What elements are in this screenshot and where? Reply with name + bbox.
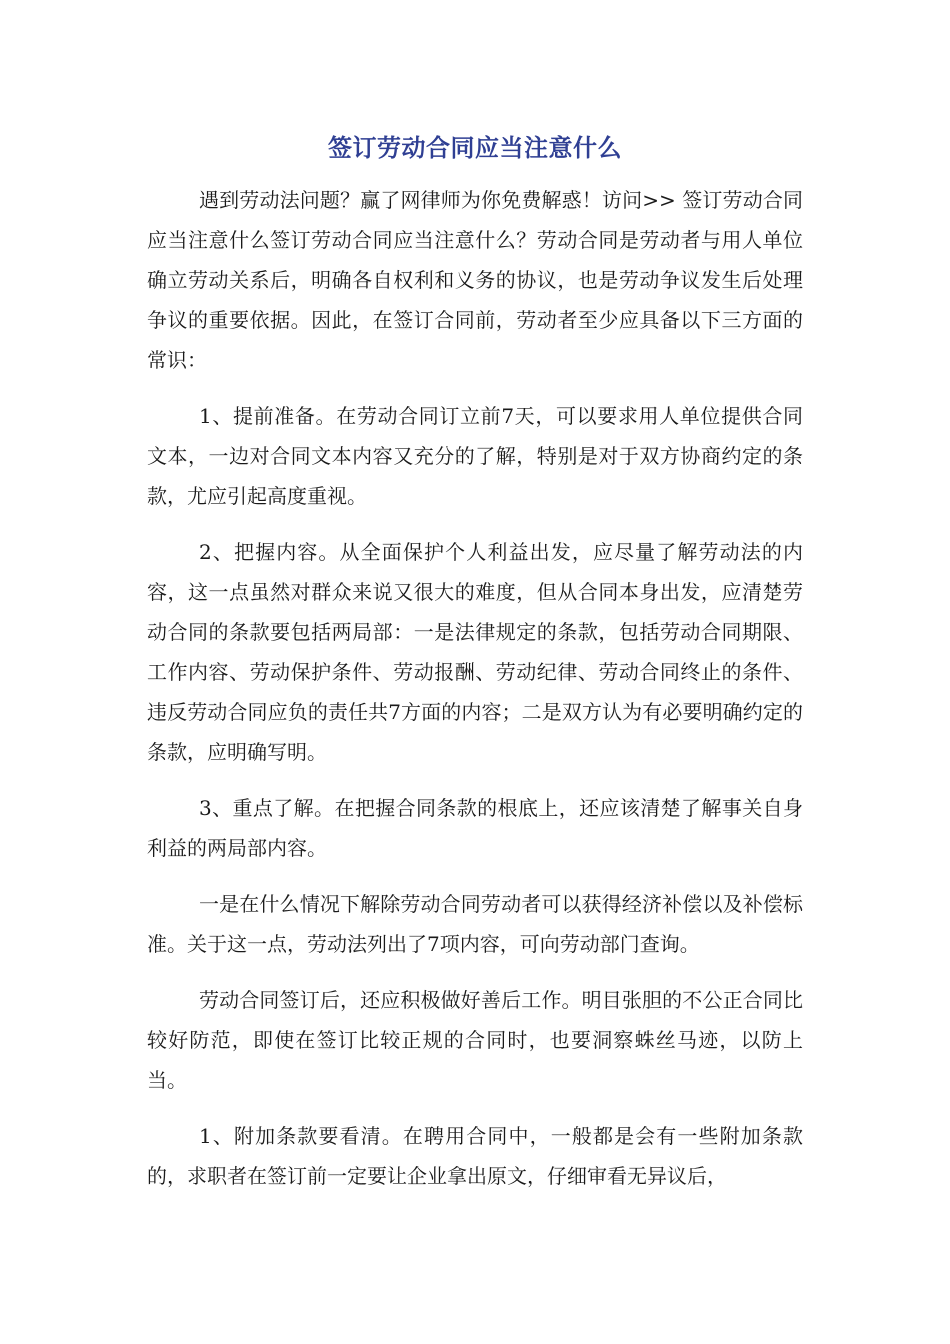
paragraph-after-signing: 劳动合同签订后，还应积极做好善后工作。明目张胆的不公正合同比较好防范，即使在签订比较正规的合同时，也要洞察蛛丝马迹，以防上当。 [147,988,803,1092]
document-title: 签订劳动合同应当注意什么 [328,134,622,162]
paragraph-compensation: 一是在什么情况下解除劳动合同劳动者可以获得经济补偿以及补偿标准。关于这一点，劳动法列出了7项内容，可向劳动部门查询。 [147,892,803,956]
paragraph-item-3-focus: 3、重点了解。在把握合同条款的根底上，还应该清楚了解事关自身利益的两局部内容。 [147,796,803,860]
paragraph-intro: 遇到劳动法问题？赢了网律师为你免费解惑！访问>> 签订劳动合同应当注意什么签订劳动合同应当注意什么？劳动合同是劳动者与用人单位确立劳动关系后，明确各自权利和义务的协议，也是劳动争议发生后处理争议的重要依据。因此，在签订合同前，劳动者至少应具备以下三方面的常识： [147,188,803,372]
paragraph-item-1-prepare: 1、提前准备。在劳动合同订立前7天，可以要求用人单位提供合同文本，一边对合同文本内容又充分的了解，特别是对于双方协商约定的条款，尤应引起高度重视。 [147,404,803,508]
paragraph-additional-terms: 1、附加条款要看清。在聘用合同中，一般都是会有一些附加条款的，求职者在签订前一定要让企业拿出原文，仔细审看无异议后， [147,1124,803,1188]
document-body [147,180,803,1212]
paragraph-item-2-content: 2、把握内容。从全面保护个人利益出发，应尽量了解劳动法的内容，这一点虽然对群众来说又很大的难度，但从合同本身出发，应清楚劳动合同的条款要包括两局部：一是法律规定的条款，包括劳动合同期限、工作内容、劳动保护条件、劳动报酬、劳动纪律、劳动合同终止的条件、违反劳动合同应负的责任共7方面的内容；二是双方认为有必要明确约定的条款，应明确写明。 [147,540,803,764]
